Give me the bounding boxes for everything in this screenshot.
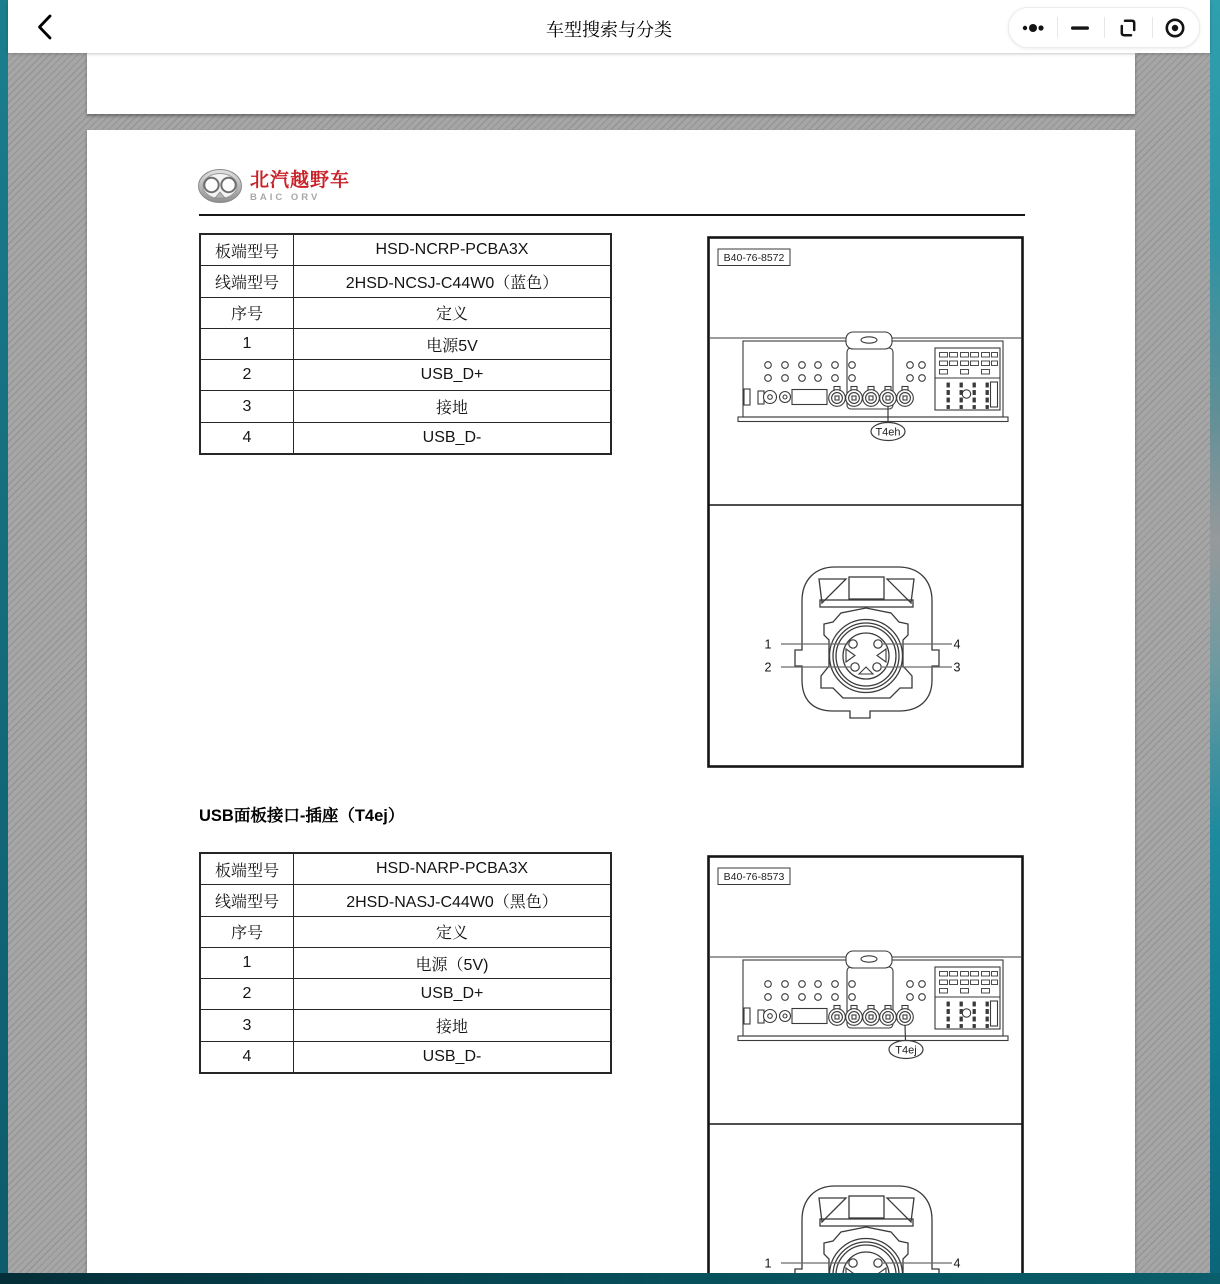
restore-icon xyxy=(1117,17,1139,39)
restore-button[interactable] xyxy=(1104,8,1152,47)
table-row xyxy=(200,947,611,978)
section-title: USB面板接口-插座（T4ej） xyxy=(199,807,405,825)
svg-text:T4eh: T4eh xyxy=(875,426,901,439)
document-page xyxy=(87,130,1135,1273)
row-value-cell: 定义 xyxy=(294,916,612,947)
row-label-cell: 4 xyxy=(200,1041,294,1073)
row-label-cell: 4 xyxy=(200,422,294,454)
figure-id-label xyxy=(718,249,790,266)
pdf-viewer[interactable] xyxy=(8,53,1210,1273)
window-capsule xyxy=(1008,7,1200,48)
page-title: 车型搜索与分类 xyxy=(546,20,672,40)
row-value-cell: 2HSD-NCSJ-C44W0（蓝色） xyxy=(294,266,612,297)
svg-text:3: 3 xyxy=(953,660,961,675)
figure-panel-t4ej xyxy=(707,855,1024,1273)
row-label-cell: 1 xyxy=(200,947,294,978)
table-row xyxy=(200,979,611,1010)
row-label-cell: 线端型号 xyxy=(200,266,294,297)
target-icon xyxy=(1164,17,1186,39)
brand-name-cn: 北汽越野车 xyxy=(250,170,351,192)
svg-text:4: 4 xyxy=(953,637,961,652)
table-row xyxy=(200,234,611,266)
table-row xyxy=(200,360,611,391)
row-label-cell: 线端型号 xyxy=(200,885,294,916)
document-page-previous xyxy=(87,53,1135,114)
row-label-cell: 序号 xyxy=(200,916,294,947)
row-label-cell: 3 xyxy=(200,1010,294,1041)
brand-logo xyxy=(197,168,350,206)
table-row xyxy=(200,266,611,297)
connector-table-t4ej xyxy=(199,852,612,1074)
row-value-cell: 电源5V xyxy=(294,328,612,359)
back-button[interactable] xyxy=(30,11,62,43)
svg-text:B40-76-8573: B40-76-8573 xyxy=(723,871,785,883)
table-row xyxy=(200,328,611,359)
chevron-left-icon xyxy=(30,11,62,43)
row-label-cell: 2 xyxy=(200,979,294,1010)
row-value-cell: 接地 xyxy=(294,391,612,422)
table-row xyxy=(200,422,611,454)
minimize-button[interactable] xyxy=(1057,8,1105,47)
more-button[interactable] xyxy=(1009,8,1057,47)
header-rule xyxy=(199,214,1025,216)
row-value-cell: 接地 xyxy=(294,1010,612,1041)
desktop-taskbar-strip xyxy=(0,1273,1220,1284)
row-label-cell: 板端型号 xyxy=(200,234,294,266)
table-row xyxy=(200,885,611,916)
connector-table-t4eh xyxy=(199,233,612,455)
row-value-cell: HSD-NARP-PCBA3X xyxy=(294,853,612,885)
row-label-cell: 1 xyxy=(200,328,294,359)
row-label-cell: 板端型号 xyxy=(200,853,294,885)
head-unit-rear-drawing xyxy=(710,951,1021,1041)
svg-text:B40-76-8572: B40-76-8572 xyxy=(723,252,785,264)
table-row xyxy=(200,1010,611,1041)
row-value-cell: 2HSD-NASJ-C44W0（黑色） xyxy=(294,885,612,916)
svg-text:1: 1 xyxy=(764,637,772,652)
row-value-cell: USB_D+ xyxy=(294,360,612,391)
svg-text:2: 2 xyxy=(764,660,772,675)
svg-text:4: 4 xyxy=(953,1256,961,1271)
figure-b40-76-8572 xyxy=(707,236,1024,768)
table-row xyxy=(200,297,611,328)
table-row xyxy=(200,916,611,947)
row-label-cell: 3 xyxy=(200,391,294,422)
row-value-cell: USB_D- xyxy=(294,422,612,454)
row-value-cell: USB_D+ xyxy=(294,979,612,1010)
brand-name-en: BAIC ORV xyxy=(250,192,321,204)
head-unit-rear-drawing xyxy=(710,332,1021,422)
svg-text:T4ej: T4ej xyxy=(895,1044,917,1057)
brand-logo-text xyxy=(250,171,350,203)
figure-b40-76-8573 xyxy=(707,855,1024,1273)
svg-text:1: 1 xyxy=(764,1256,772,1271)
exit-button[interactable] xyxy=(1152,8,1200,47)
more-icon xyxy=(1020,17,1046,39)
baic-orv-emblem-icon xyxy=(197,168,243,206)
minimize-icon xyxy=(1069,17,1091,39)
table-row xyxy=(200,853,611,885)
row-value-cell: USB_D- xyxy=(294,1041,612,1073)
navigation-bar xyxy=(8,0,1210,53)
table-row xyxy=(200,1041,611,1073)
row-label-cell: 序号 xyxy=(200,297,294,328)
app-window xyxy=(8,0,1210,1273)
row-label-cell: 2 xyxy=(200,360,294,391)
row-value-cell: 电源（5V) xyxy=(294,947,612,978)
figure-panel-t4eh xyxy=(707,236,1024,768)
row-value-cell: 定义 xyxy=(294,297,612,328)
row-value-cell: HSD-NCRP-PCBA3X xyxy=(294,234,612,266)
figure-id-label xyxy=(718,868,790,885)
table-row xyxy=(200,391,611,422)
